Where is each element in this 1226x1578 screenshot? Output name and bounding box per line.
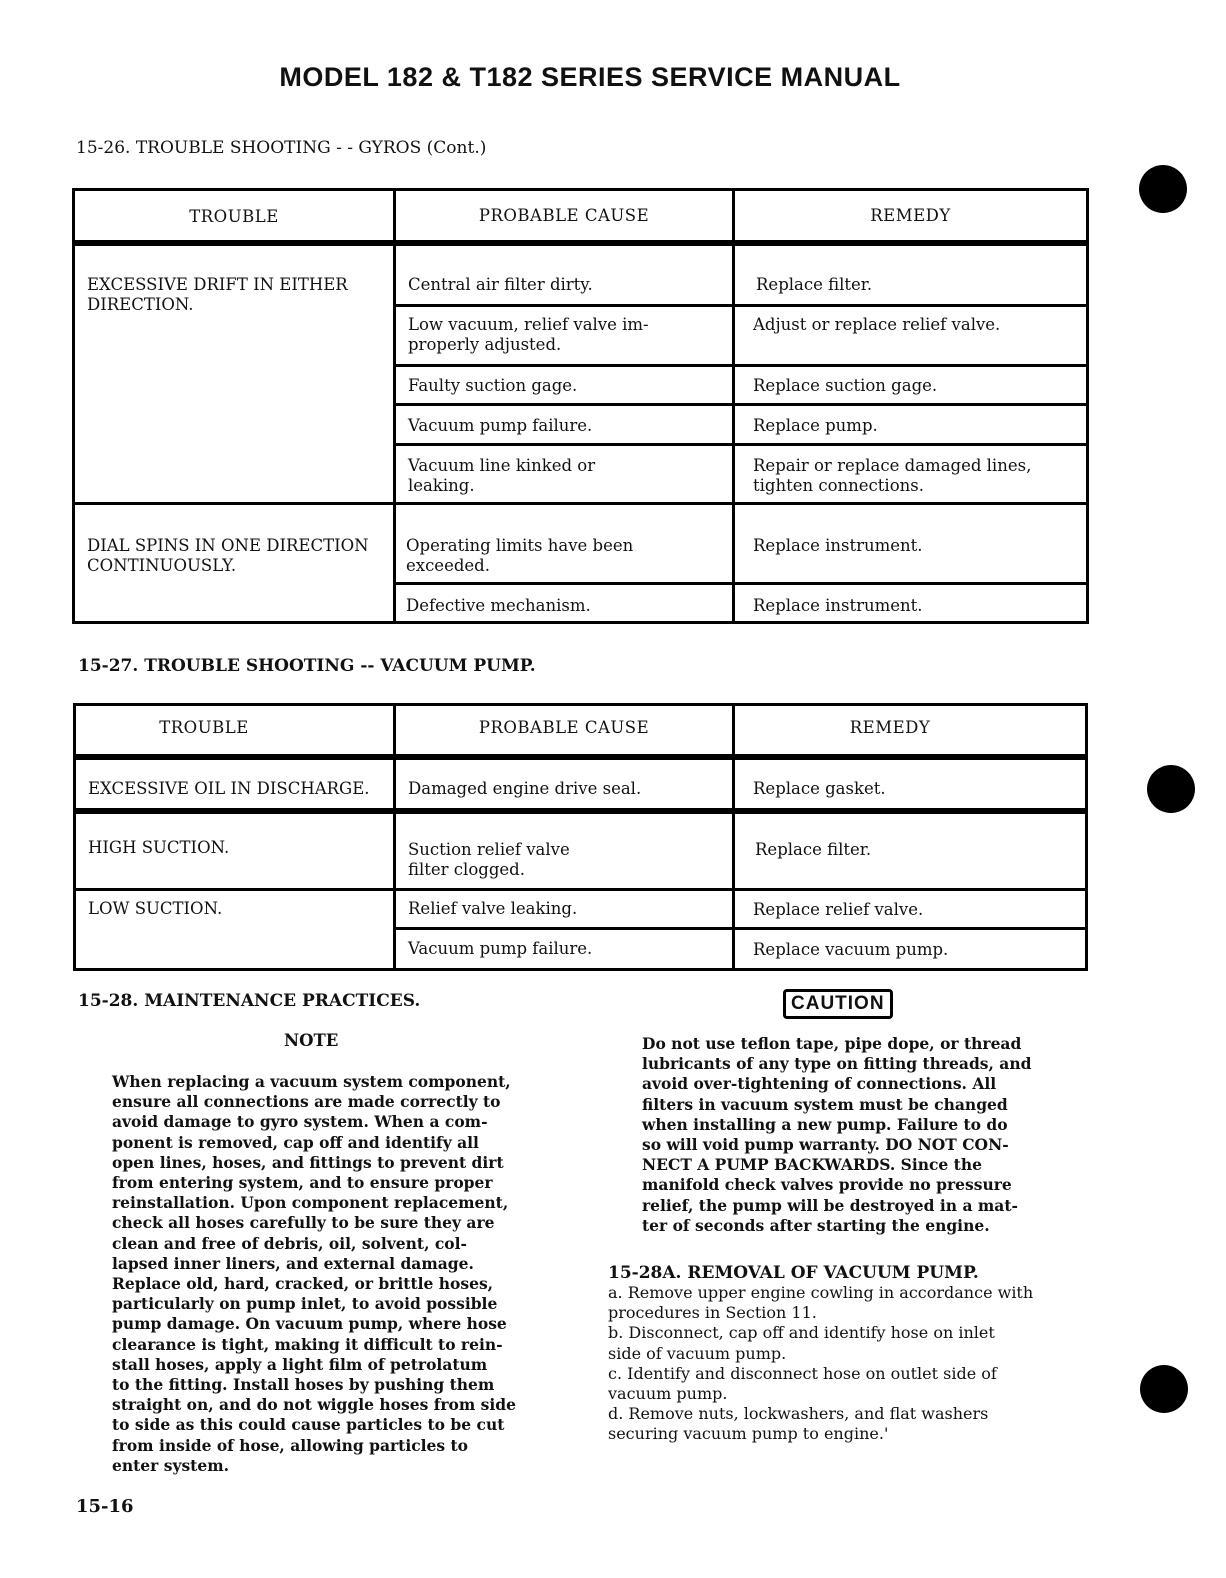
remedy-text: Adjust or replace relief valve. bbox=[753, 315, 1001, 334]
header-probable-cause: PROBABLE CAUSE bbox=[478, 206, 650, 225]
remedy-cell bbox=[753, 596, 923, 616]
cause-text: Defective mechanism. bbox=[406, 596, 591, 615]
cause-text: Vacuum pump failure. bbox=[408, 416, 593, 435]
step-line: vacuum pump. bbox=[608, 1384, 728, 1404]
step-line: securing vacuum pump to engine.' bbox=[608, 1424, 889, 1444]
step-line: d. Remove nuts, lockwashers, and flat washers bbox=[608, 1404, 989, 1424]
cause-text: Central air filter dirty. bbox=[408, 275, 593, 294]
trouble-cell bbox=[88, 838, 229, 858]
remedy-text: Replace suction gage. bbox=[753, 376, 938, 395]
cause-text: Low vacuum, relief valve im- bbox=[408, 315, 649, 334]
remedy-cell bbox=[753, 456, 1031, 496]
remedy-text: Replace gasket. bbox=[753, 779, 886, 798]
caution-line: relief, the pump will be destroyed in a mat- bbox=[642, 1195, 1018, 1215]
trouble-cell bbox=[88, 899, 222, 919]
note-body bbox=[112, 1072, 516, 1476]
table-rule bbox=[732, 706, 735, 968]
remedy-cell bbox=[753, 779, 886, 799]
table-rule bbox=[75, 502, 1086, 505]
table-rule bbox=[395, 403, 1086, 406]
note-line: reinstallation. Upon component replacement, bbox=[112, 1193, 509, 1213]
cause-cell bbox=[408, 899, 577, 919]
remedy-text: Repair or replace damaged lines, bbox=[753, 456, 1032, 475]
remedy-text: Replace instrument. bbox=[753, 536, 923, 555]
remedy-cell bbox=[753, 416, 878, 436]
note-line: clearance is tight, making it difficult to rein- bbox=[112, 1334, 503, 1354]
trouble-cell bbox=[88, 779, 370, 799]
remedy-text: Replace relief valve. bbox=[753, 900, 924, 919]
cause-text: Faulty suction gage. bbox=[408, 376, 578, 395]
table-rule bbox=[395, 304, 1086, 307]
cause-text: leaking. bbox=[408, 476, 475, 495]
note-line: stall hoses, apply a light film of petrolatum bbox=[112, 1354, 488, 1374]
caution-label: CAUTION bbox=[783, 989, 893, 1019]
vacuum-pump-troubleshooting-table bbox=[73, 703, 1088, 971]
trouble-cell bbox=[87, 275, 348, 315]
remedy-cell bbox=[753, 315, 1000, 335]
cause-text: properly adjusted. bbox=[408, 335, 562, 354]
cause-cell bbox=[408, 939, 592, 959]
note-line: enter system. bbox=[112, 1455, 229, 1475]
trouble-text: HIGH SUCTION. bbox=[88, 838, 230, 857]
caution-line: so will void pump warranty. DO NOT CON- bbox=[642, 1135, 1009, 1155]
cause-text: Suction relief valve bbox=[408, 840, 570, 859]
page-number: 15-16 bbox=[76, 1496, 134, 1517]
section-heading-15-26: 15-26. TROUBLE SHOOTING - - GYROS (Cont.) bbox=[76, 138, 487, 158]
step-line: procedures in Section 11. bbox=[608, 1303, 817, 1323]
table-rule bbox=[395, 364, 1086, 367]
note-line: lapsed inner liners, and external damage. bbox=[112, 1253, 474, 1273]
note-line: to side as this could cause particles to be cut bbox=[112, 1415, 505, 1435]
table-rule bbox=[75, 243, 1086, 246]
table-rule bbox=[732, 191, 735, 621]
punch-hole-bottom bbox=[1140, 1365, 1188, 1413]
cause-text: Operating limits have been bbox=[406, 536, 634, 555]
trouble-text: EXCESSIVE DRIFT IN EITHER bbox=[87, 275, 348, 294]
caution-line: Do not use teflon tape, pipe dope, or thread bbox=[642, 1034, 1022, 1053]
trouble-text: CONTINUOUSLY. bbox=[87, 556, 237, 575]
section-heading-15-28: 15-28. MAINTENANCE PRACTICES. bbox=[78, 991, 421, 1011]
note-line: clean and free of debris, oil, solvent, col- bbox=[112, 1233, 467, 1253]
caution-line: lubricants of any type on fitting threads, and bbox=[642, 1054, 1032, 1074]
table-rule bbox=[395, 443, 1086, 446]
caution-line: avoid over-tightening of connections. All bbox=[642, 1074, 997, 1094]
step-line: c. Identify and disconnect hose on outlet side of bbox=[608, 1363, 997, 1383]
step-line: a. Remove upper engine cowling in accordance with bbox=[608, 1283, 1034, 1302]
step-line: b. Disconnect, cap off and identify hose on inlet bbox=[608, 1323, 995, 1343]
step-line: side of vacuum pump. bbox=[608, 1343, 787, 1363]
remedy-cell bbox=[753, 536, 923, 556]
remedy-text: Replace pump. bbox=[753, 416, 878, 435]
cause-cell bbox=[408, 779, 641, 799]
cause-cell bbox=[406, 536, 633, 576]
table-rule bbox=[76, 811, 1085, 814]
remedy-text: tighten connections. bbox=[753, 476, 924, 495]
cause-cell bbox=[408, 456, 595, 496]
section-heading-15-28a: 15-28A. REMOVAL OF VACUUM PUMP. bbox=[608, 1263, 979, 1283]
removal-steps bbox=[608, 1283, 1033, 1445]
header-trouble: TROUBLE bbox=[189, 207, 279, 226]
remedy-text: Replace filter. bbox=[755, 840, 872, 859]
header-remedy: REMEDY bbox=[849, 718, 931, 737]
remedy-text: Replace vacuum pump. bbox=[753, 940, 949, 959]
cause-cell bbox=[408, 315, 649, 355]
table-rule bbox=[393, 706, 396, 968]
caution-line: when installing a new pump. Failure to do bbox=[642, 1114, 1008, 1134]
trouble-cell bbox=[87, 536, 369, 576]
cause-cell bbox=[408, 416, 592, 436]
header-probable-cause: PROBABLE CAUSE bbox=[478, 718, 650, 737]
note-line: check all hoses carefully to be sure they are bbox=[112, 1213, 495, 1233]
page-title: MODEL 182 & T182 SERIES SERVICE MANUAL bbox=[279, 62, 901, 92]
note-line: particularly on pump inlet, to avoid possible bbox=[112, 1294, 498, 1314]
cause-cell bbox=[408, 840, 570, 880]
caution-line: NECT A PUMP BACKWARDS. Since the bbox=[642, 1155, 982, 1175]
note-line: pump damage. On vacuum pump, where hose bbox=[112, 1314, 507, 1334]
note-line: straight on, and do not wiggle hoses from side bbox=[112, 1395, 516, 1415]
trouble-text: EXCESSIVE OIL IN DISCHARGE. bbox=[88, 779, 370, 798]
table-rule bbox=[393, 191, 396, 621]
remedy-text: Replace instrument. bbox=[753, 596, 923, 615]
table-rule bbox=[76, 888, 1085, 891]
caution-line: manifold check valves provide no pressure bbox=[642, 1175, 1012, 1195]
punch-hole-top bbox=[1139, 165, 1187, 213]
gyro-troubleshooting-table bbox=[72, 188, 1089, 624]
cause-text: Damaged engine drive seal. bbox=[408, 779, 642, 798]
caution-line: ter of seconds after starting the engine. bbox=[642, 1215, 990, 1235]
note-title: NOTE bbox=[284, 1031, 339, 1050]
remedy-cell bbox=[753, 376, 937, 396]
note-line: to the fitting. Install hoses by pushing them bbox=[112, 1375, 495, 1395]
caution-body bbox=[642, 1034, 1031, 1236]
trouble-text: DIRECTION. bbox=[87, 295, 194, 314]
note-line: open lines, hoses, and fittings to prevent dirt bbox=[112, 1152, 504, 1172]
note-line: ensure all connections are made correctly to bbox=[112, 1092, 501, 1112]
punch-hole-middle bbox=[1147, 765, 1195, 813]
cause-text: filter clogged. bbox=[408, 860, 525, 879]
header-trouble: TROUBLE bbox=[159, 718, 249, 737]
remedy-text: Replace filter. bbox=[756, 275, 873, 294]
remedy-cell bbox=[753, 940, 948, 960]
note-line: When replacing a vacuum system component, bbox=[112, 1072, 511, 1091]
note-line: from entering system, and to ensure proper bbox=[112, 1173, 493, 1193]
remedy-cell bbox=[753, 900, 923, 920]
note-line: Replace old, hard, cracked, or brittle hoses, bbox=[112, 1274, 494, 1294]
cause-cell bbox=[408, 376, 577, 396]
cause-text: Vacuum pump failure. bbox=[408, 939, 593, 958]
cause-text: exceeded. bbox=[406, 556, 490, 575]
header-remedy: REMEDY bbox=[870, 206, 951, 225]
cause-cell bbox=[406, 596, 591, 616]
trouble-text: LOW SUCTION. bbox=[88, 899, 223, 918]
note-line: from inside of hose, allowing particles to bbox=[112, 1435, 469, 1455]
section-heading-15-27: 15-27. TROUBLE SHOOTING -- VACUUM PUMP. bbox=[78, 656, 536, 676]
note-line: avoid damage to gyro system. When a com- bbox=[112, 1112, 488, 1132]
cause-cell bbox=[408, 275, 593, 295]
trouble-text: DIAL SPINS IN ONE DIRECTION bbox=[87, 536, 369, 555]
table-rule bbox=[395, 582, 1086, 585]
cause-text: Relief valve leaking. bbox=[408, 899, 578, 918]
caution-line: filters in vacuum system must be changed bbox=[642, 1094, 1008, 1114]
remedy-cell bbox=[755, 840, 871, 860]
remedy-cell bbox=[756, 275, 872, 295]
cause-text: Vacuum line kinked or bbox=[408, 456, 596, 475]
table-rule bbox=[394, 927, 1085, 930]
table-rule bbox=[76, 757, 1085, 760]
note-line: ponent is removed, cap off and identify all bbox=[112, 1132, 479, 1152]
